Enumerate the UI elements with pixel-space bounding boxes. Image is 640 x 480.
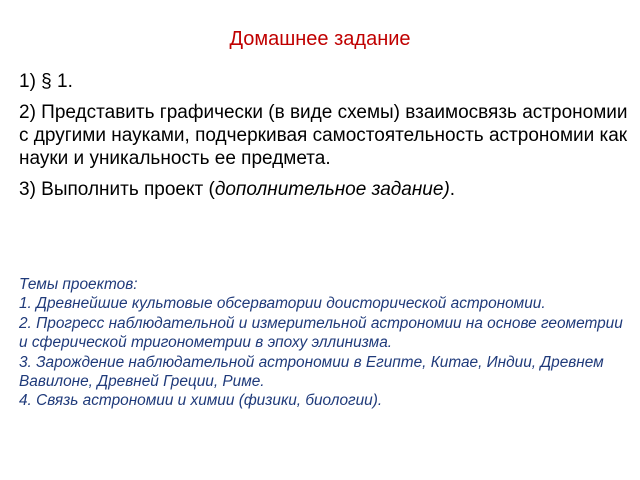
task-item-2: 2) Представить графически (в виде схемы) взаимосвязь астрономии с другими науками, подчеркивая самостоятельность астрономии как науки и уникальность ее предмета.: [19, 102, 628, 169]
project-topic-1: 1. Древнейшие культовые обсерватории доисторической астрономии.: [19, 295, 546, 313]
task-item-3-italic-note: дополнительное задание): [214, 179, 450, 200]
project-topic-4: 4. Связь астрономии и химии (физики, биологии).: [19, 392, 383, 410]
task-item-3: [19, 178, 629, 201]
project-topics-heading: Темы проектов:: [19, 276, 138, 293]
project-topics: [19, 275, 634, 411]
project-topic-2: 2. Прогресс наблюдательной и измерительной астрономии на основе геометрии и сферической тригонометрии в эпоху эллинизма.: [19, 314, 623, 352]
homework-task-list: [19, 70, 629, 209]
slide-title: Домашнее задание: [229, 28, 411, 50]
task-item-1: 1) § 1.: [19, 71, 73, 92]
project-topic-3: 3. Зарождение наблюдательной астрономии в Египте, Китае, Индии, Древнем Вавилоне, Древней Греции, Риме.: [19, 353, 604, 391]
task-item-3-suffix: .: [449, 179, 456, 200]
task-item-3-prefix: 3) Выполнить проект (: [19, 179, 215, 200]
